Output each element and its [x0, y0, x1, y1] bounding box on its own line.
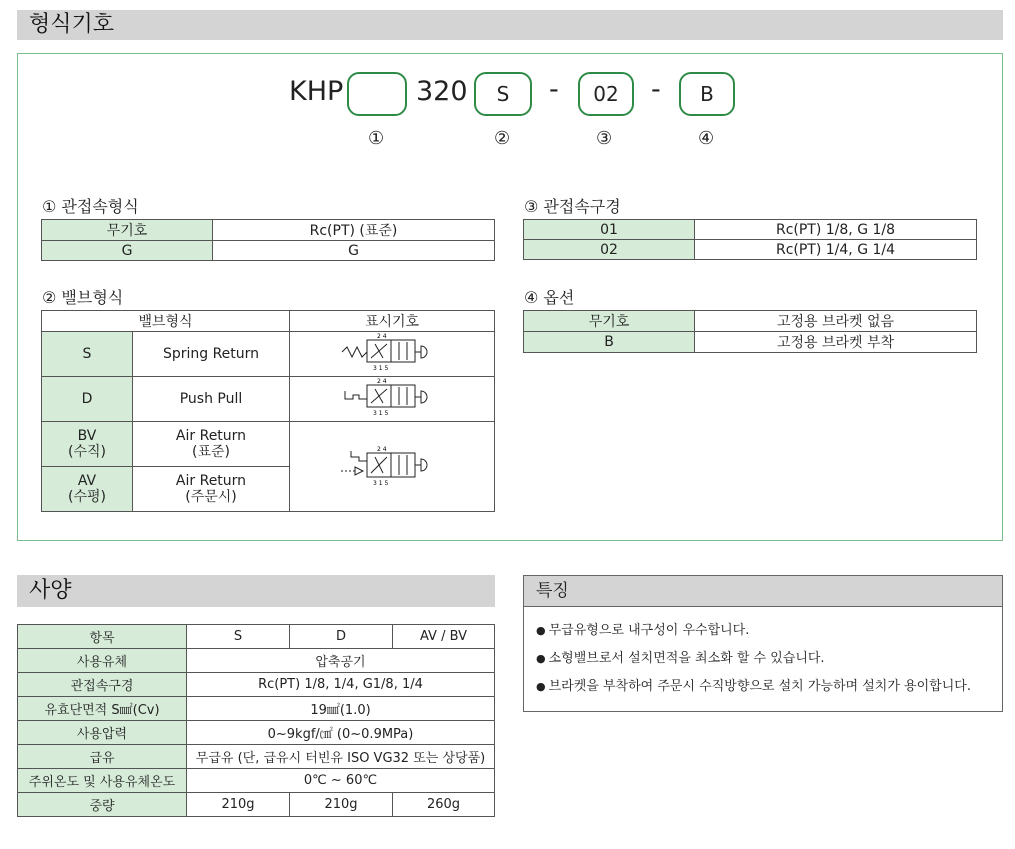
table-row — [42, 422, 495, 467]
table-row — [18, 793, 495, 817]
table-row — [18, 673, 495, 697]
table-cell: Push Pull — [133, 377, 290, 422]
table-cell: 사용압력 — [18, 721, 187, 745]
list-item: ● 브라켓을 부착하여 주문시 수직방향으로 설치 가능하며 설치가 용이합니다. — [536, 675, 1002, 694]
section-title-spec: 사양 — [17, 575, 495, 607]
table-header: AV / BV — [393, 625, 495, 649]
table-row — [42, 332, 495, 377]
table-row — [42, 311, 495, 332]
option-title: ④ 옵션 — [524, 288, 575, 307]
table-cell: 01 — [524, 220, 695, 240]
table-cell: Rc(PT) 1/4, G 1/4 — [695, 240, 977, 260]
valve-type-table — [41, 310, 495, 512]
table-cell: D — [42, 377, 133, 422]
table-row — [18, 649, 495, 673]
table-cell: 무기호 — [42, 220, 213, 241]
ports-bottom-label: 3 1 5 — [373, 410, 389, 417]
table-cell: 유효단면적 S㎟(Cv) — [18, 697, 187, 721]
table-cell: 관접속구경 — [18, 673, 187, 697]
symbol-cell — [290, 332, 495, 377]
table-cell: Air Return (표준) — [133, 422, 290, 467]
ports-bottom-label: 3 1 5 — [373, 479, 389, 487]
features-panel — [523, 575, 1003, 712]
model-dash-2: - — [651, 74, 661, 105]
table-cell: 02 — [524, 240, 695, 260]
table-cell: 주위온도 및 사용유체온도 — [18, 769, 187, 793]
spec-table — [17, 624, 495, 817]
model-mid: 320 — [416, 76, 468, 107]
model-box-4: B — [679, 72, 735, 116]
table-cell: Air Return (주문시) — [133, 467, 290, 512]
table-cell: S — [42, 332, 133, 377]
table-cell: 무기호 — [524, 311, 695, 332]
table-header: 항목 — [18, 625, 187, 649]
list-item: ● 무급유형으로 내구성이 우수합니다. — [536, 619, 1002, 638]
features-list — [524, 619, 1002, 694]
model-dash-1: - — [549, 74, 559, 105]
air-return-symbol-icon — [337, 443, 447, 487]
conn-size-title: ③ 관접속구경 — [524, 197, 621, 216]
symbol-cell — [290, 377, 495, 422]
symbol-cell — [290, 422, 495, 512]
ports-bottom-label: 3 1 5 — [373, 365, 389, 372]
table-header: 표시기호 — [290, 311, 495, 332]
valve-type-title: ② 밸브형식 — [42, 288, 124, 307]
option-table — [523, 310, 977, 353]
table-cell: 고정용 브라켓 없음 — [695, 311, 977, 332]
table-cell: 급유 — [18, 745, 187, 769]
table-row — [18, 769, 495, 793]
ports-top-label: 2 4 — [377, 333, 387, 340]
table-header: S — [187, 625, 290, 649]
ports-top-label: 2 4 — [377, 378, 387, 385]
table-header: 밸브형식 — [42, 311, 290, 332]
table-cell: G — [42, 241, 213, 261]
table-cell: Rc(PT) 1/8, 1/4, G1/8, 1/4 — [187, 673, 495, 697]
model-box-1 — [347, 72, 407, 116]
table-cell: Rc(PT) (표준) — [213, 220, 495, 241]
table-row — [42, 241, 495, 261]
table-cell: AV (수평) — [42, 467, 133, 512]
table-cell: 210g — [187, 793, 290, 817]
table-row — [18, 697, 495, 721]
model-prefix: KHP — [289, 76, 344, 107]
table-cell: BV (수직) — [42, 422, 133, 467]
section-title-model: 형식기호 — [17, 10, 1003, 40]
table-cell: Spring Return — [133, 332, 290, 377]
spring-return-symbol-icon — [337, 332, 447, 372]
table-cell: 19㎟(1.0) — [187, 697, 495, 721]
table-cell: 압축공기 — [187, 649, 495, 673]
table-row — [18, 625, 495, 649]
conn-size-table — [523, 219, 977, 260]
list-item: ● 소형밸브로서 설치면적을 최소화 할 수 있습니다. — [536, 647, 1002, 666]
conn-type-table — [41, 219, 495, 261]
table-cell: 260g — [393, 793, 495, 817]
table-cell: 210g — [290, 793, 393, 817]
table-row — [524, 240, 977, 260]
table-cell: 0~9kgf/㎠ (0~0.9MPa) — [187, 721, 495, 745]
model-box-2: S — [474, 72, 532, 116]
marker-1: ① — [368, 128, 385, 149]
table-row — [524, 220, 977, 240]
table-cell: 0℃ ~ 60℃ — [187, 769, 495, 793]
table-row — [42, 220, 495, 241]
model-box-3: 02 — [578, 72, 634, 116]
features-title: 특징 — [524, 576, 1002, 607]
marker-3: ③ — [596, 128, 613, 149]
table-cell: 중량 — [18, 793, 187, 817]
push-pull-symbol-icon — [337, 377, 447, 417]
table-cell: B — [524, 332, 695, 353]
table-row — [18, 745, 495, 769]
table-row — [524, 311, 977, 332]
marker-4: ④ — [698, 128, 715, 149]
table-row — [524, 332, 977, 353]
table-cell: 사용유체 — [18, 649, 187, 673]
table-header: D — [290, 625, 393, 649]
marker-2: ② — [494, 128, 511, 149]
table-cell: 무급유 (단, 급유시 터빈유 ISO VG32 또는 상당품) — [187, 745, 495, 769]
table-row — [18, 721, 495, 745]
table-cell: G — [213, 241, 495, 261]
conn-type-title: ① 관접속형식 — [42, 197, 139, 216]
table-row — [42, 377, 495, 422]
table-cell: Rc(PT) 1/8, G 1/8 — [695, 220, 977, 240]
table-cell: 고정용 브라켓 부착 — [695, 332, 977, 353]
ports-top-label: 2 4 — [377, 445, 387, 453]
